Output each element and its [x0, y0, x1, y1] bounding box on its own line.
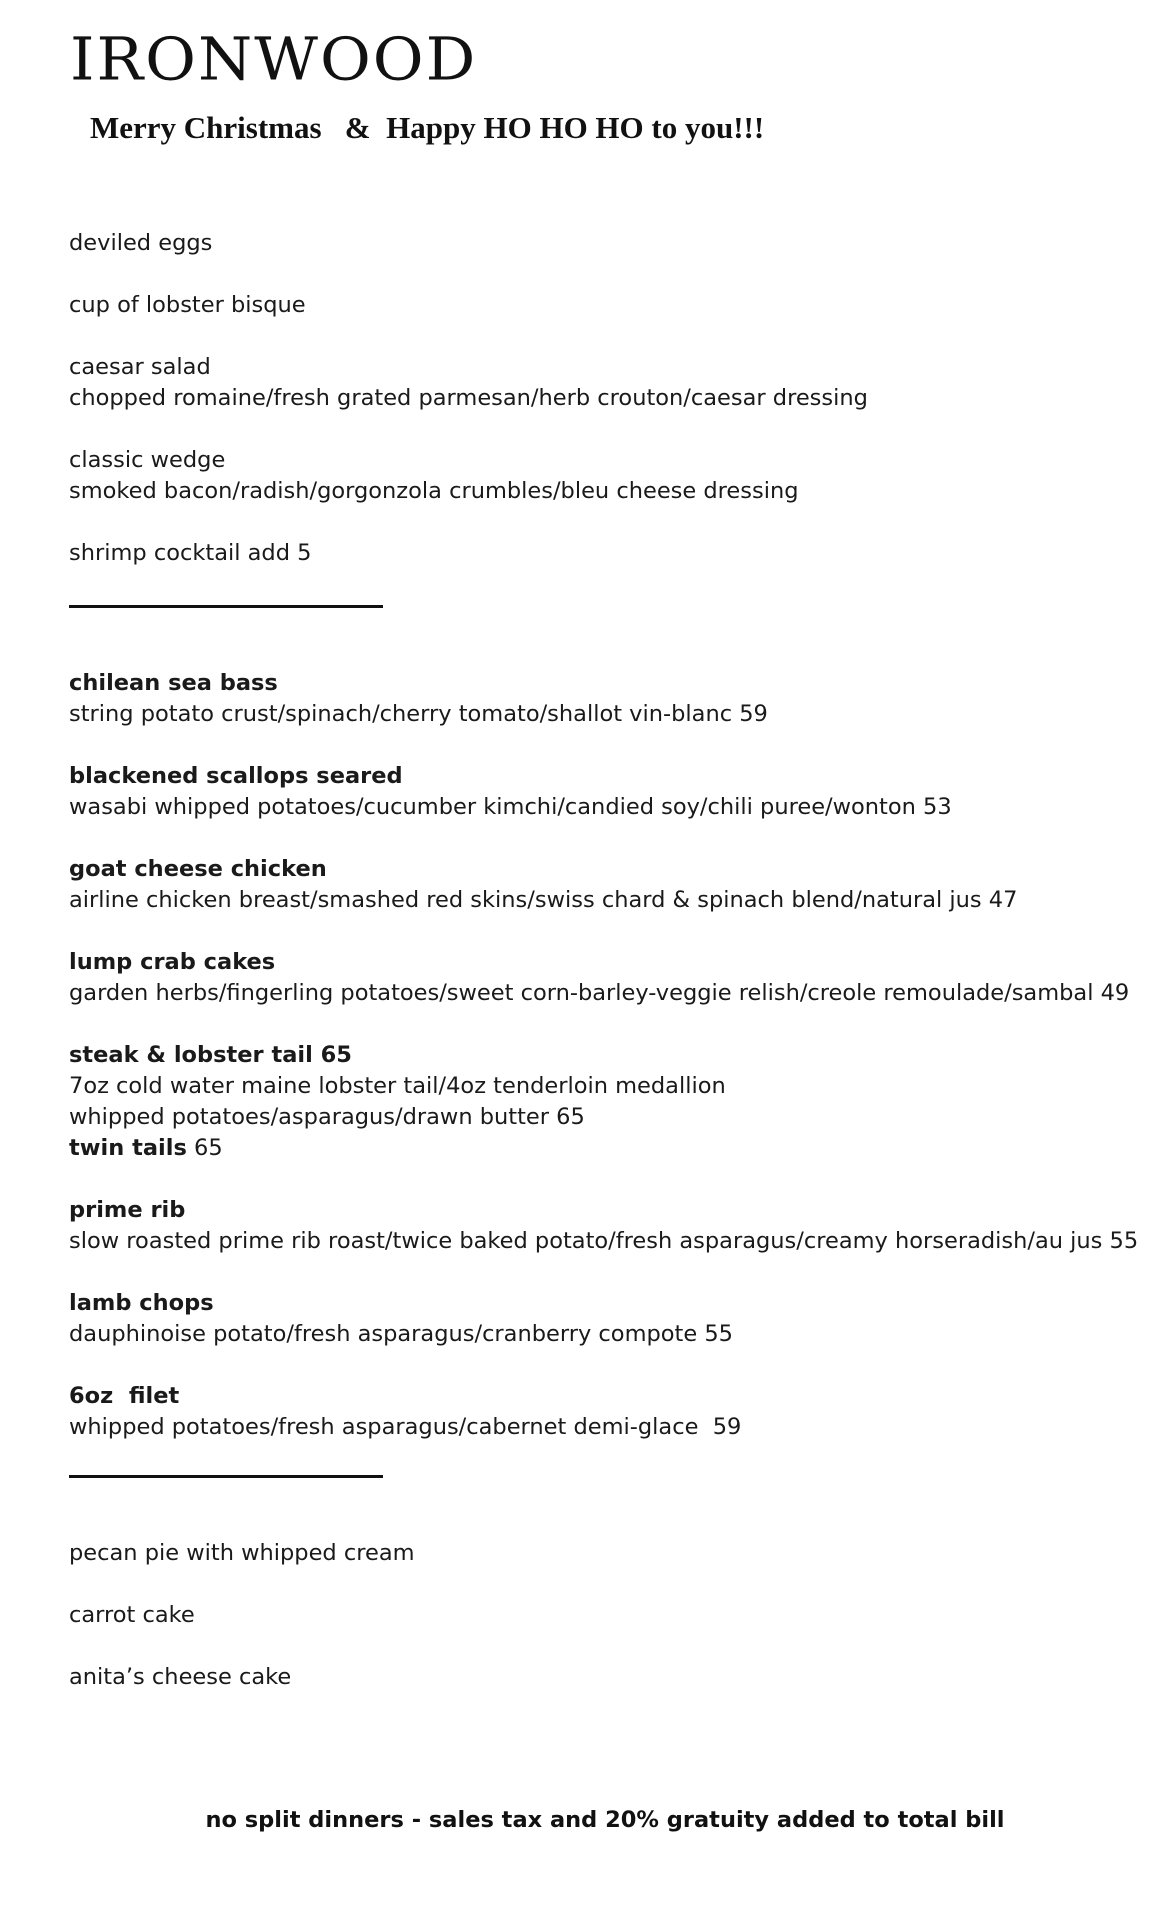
item-name: deviled eggs: [69, 230, 213, 256]
item-description: garden herbs/fingerling potatoes/sweet corn-barley-veggie relish/creole remoulade/sambal 49: [69, 980, 1130, 1006]
item-name: lamb chops: [69, 1290, 214, 1316]
item-name: classic wedge: [69, 447, 226, 473]
item-description: wasabi whipped potatoes/cucumber kimchi/candied soy/chili puree/wonton 53: [69, 794, 952, 820]
menu-item: [69, 290, 1166, 321]
item-name: chilean sea bass: [69, 670, 278, 696]
item-name: blackened scallops seared: [69, 763, 403, 789]
item-name: anita’s cheese cake: [69, 1664, 292, 1690]
entrees-section: [69, 668, 1166, 1443]
item-description: chopped romaine/fresh grated parmesan/herb crouton/caesar dressing: [69, 385, 868, 411]
item-name: 6oz filet: [69, 1383, 180, 1409]
item-description: 7oz cold water maine lobster tail/4oz tenderloin medallion: [69, 1073, 726, 1099]
menu-item: [69, 1381, 1166, 1443]
item-name: steak & lobster tail 65: [69, 1042, 352, 1068]
menu-item: [69, 854, 1166, 916]
item-option: [69, 1133, 1166, 1164]
menu-item: [69, 538, 1166, 569]
item-name: carrot cake: [69, 1602, 195, 1628]
item-description: slow roasted prime rib roast/twice baked potato/fresh asparagus/creamy horseradish/au jus 55: [69, 1228, 1139, 1254]
desserts-section: [69, 1538, 1166, 1693]
item-name: cup of lobster bisque: [69, 292, 306, 318]
menu-item: [69, 1195, 1166, 1257]
menu-body: [69, 228, 1166, 1724]
option-name: twin tails: [69, 1135, 187, 1161]
menu-item: [69, 947, 1166, 1009]
item-name: prime rib: [69, 1197, 186, 1223]
item-description: string potato crust/spinach/cherry tomato/shallot vin-blanc 59: [69, 701, 768, 727]
menu-item: [69, 761, 1166, 823]
item-name: goat cheese chicken: [69, 856, 327, 882]
item-name: lump crab cakes: [69, 949, 276, 975]
menu-item: [69, 1662, 1166, 1693]
item-description: smoked bacon/radish/gorgonzola crumbles/bleu cheese dressing: [69, 478, 799, 504]
starters-section: [69, 228, 1166, 569]
menu-item: [69, 1600, 1166, 1631]
section-divider: [69, 605, 383, 608]
item-description: whipped potatoes/asparagus/drawn butter 65: [69, 1104, 585, 1130]
menu-item: [69, 1040, 1166, 1164]
item-description: dauphinoise potato/fresh asparagus/cranberry compote 55: [69, 1321, 733, 1347]
section-divider: [69, 1475, 383, 1478]
item-name: caesar salad: [69, 354, 211, 380]
menu-item: [69, 228, 1166, 259]
menu-item: [69, 445, 1166, 507]
item-description: whipped potatoes/fresh asparagus/cabernet demi-glace 59: [69, 1414, 742, 1440]
item-name: shrimp cocktail add 5: [69, 540, 312, 566]
restaurant-logo: IRONWOOD: [70, 24, 478, 94]
menu-item: [69, 668, 1166, 730]
menu-item: [69, 352, 1166, 414]
footer-note: no split dinners - sales tax and 20% gratuity added to total bill: [205, 1807, 1005, 1833]
option-price: 65: [186, 1135, 223, 1161]
menu-item: [69, 1288, 1166, 1350]
item-name: pecan pie with whipped cream: [69, 1540, 415, 1566]
menu-item: [69, 1538, 1166, 1569]
holiday-greeting: Merry Christmas & Happy HO HO HO to you!!!: [90, 110, 765, 145]
item-description: airline chicken breast/smashed red skins/swiss chard & spinach blend/natural jus 47: [69, 887, 1018, 913]
